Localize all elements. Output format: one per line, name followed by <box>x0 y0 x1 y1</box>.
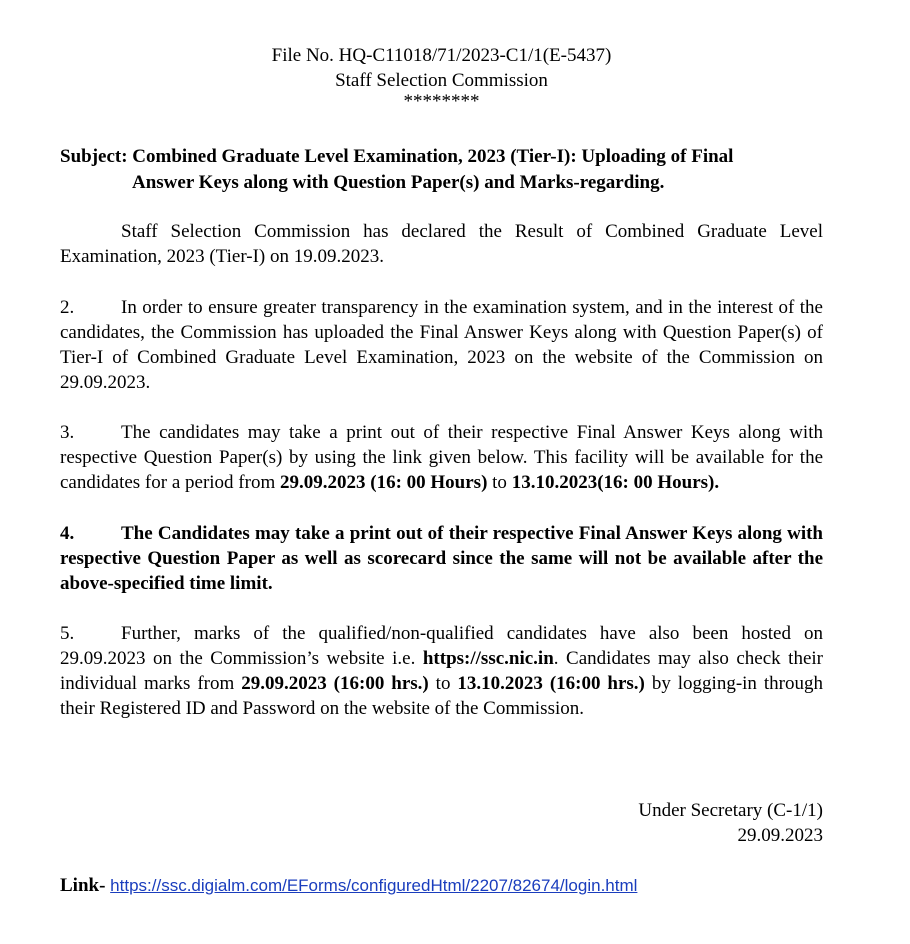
paragraph-3-text-b: to <box>487 472 512 493</box>
paragraph-3-text-a: The candidates may take a print out of their respective Final Answer Keys along with respective Question Paper(s) by using the link given below. This facility will be available for the candidates for a period from <box>60 422 823 493</box>
header-separator: ******** <box>403 91 480 112</box>
paragraph-3-number: 3. <box>60 422 75 443</box>
paragraph-5-text-c: to <box>428 673 458 694</box>
paragraph-1 <box>60 219 823 269</box>
signature-block <box>560 798 823 848</box>
link-line <box>60 873 637 898</box>
paragraph-4 <box>60 521 823 596</box>
commission-website: https://ssc.nic.in <box>422 648 554 669</box>
document-header <box>0 43 883 111</box>
paragraph-5-number: 5. <box>60 623 75 644</box>
signature-date: 29.09.2023 <box>737 825 823 846</box>
paragraph-2 <box>60 295 823 395</box>
paragraph-4-number: 4. <box>60 523 75 544</box>
paragraph-3-start-date: 29.09.2023 (16: 00 Hours) <box>280 472 488 493</box>
paragraph-2-text: In order to ensure greater transparency in the examination system, and in the interest of the candidates, the Commission has uploaded the Final Answer Keys along with Question Paper(s) of Tier-I of Combined Graduate Level Examination, 2023 on the website of the Commission on 29.09.2023. <box>60 297 823 393</box>
paragraph-3 <box>60 420 823 495</box>
paragraph-1-text: Staff Selection Commission has declared the Result of Combined Graduate Level Examination, 2023 (Tier-I) on 19.09.2023. <box>60 221 823 267</box>
subject-line-2: Answer Keys along with Question Paper(s) and Marks-regarding. <box>132 172 665 193</box>
subject-heading <box>60 144 823 196</box>
paragraph-5-text-a: Further, marks of the qualified/non-qualified candidates have also been hosted on 29.09.2023 on the Commission’s website i.e. <box>60 623 823 669</box>
organization-name: Staff Selection Commission <box>335 70 548 91</box>
file-number: File No. HQ-C11018/71/2023-C1/1(E-5437) <box>271 45 612 66</box>
subject-line-1: Subject: Combined Graduate Level Examination, 2023 (Tier-I): Uploading of Final <box>60 146 734 167</box>
paragraph-2-number: 2. <box>60 297 75 318</box>
paragraph-5-text-d: by logging-in through their Registered ID and Password on the website of the Commission. <box>60 673 823 719</box>
signatory-designation: Under Secretary (C-1/1) <box>638 800 823 821</box>
paragraph-5-text-b: . Candidates may also check their individual marks from <box>60 648 824 694</box>
paragraph-5-end-date: 13.10.2023 (16:00 hrs.) <box>457 673 645 694</box>
paragraph-3-end-date: 13.10.2023(16: 00 Hours). <box>511 472 720 493</box>
paragraph-5-start-date: 29.09.2023 (16:00 hrs.) <box>241 673 429 694</box>
paragraph-4-text: The Candidates may take a print out of their respective Final Answer Keys along with respective Question Paper as well as scorecard since the same will not be available after the above-specified time limit. <box>60 523 823 594</box>
paragraph-5 <box>60 621 823 721</box>
link-label: Link- <box>60 875 106 896</box>
answer-key-link[interactable]: https://ssc.digialm.com/EForms/configuredHtml/2207/82674/login.html <box>110 876 638 895</box>
